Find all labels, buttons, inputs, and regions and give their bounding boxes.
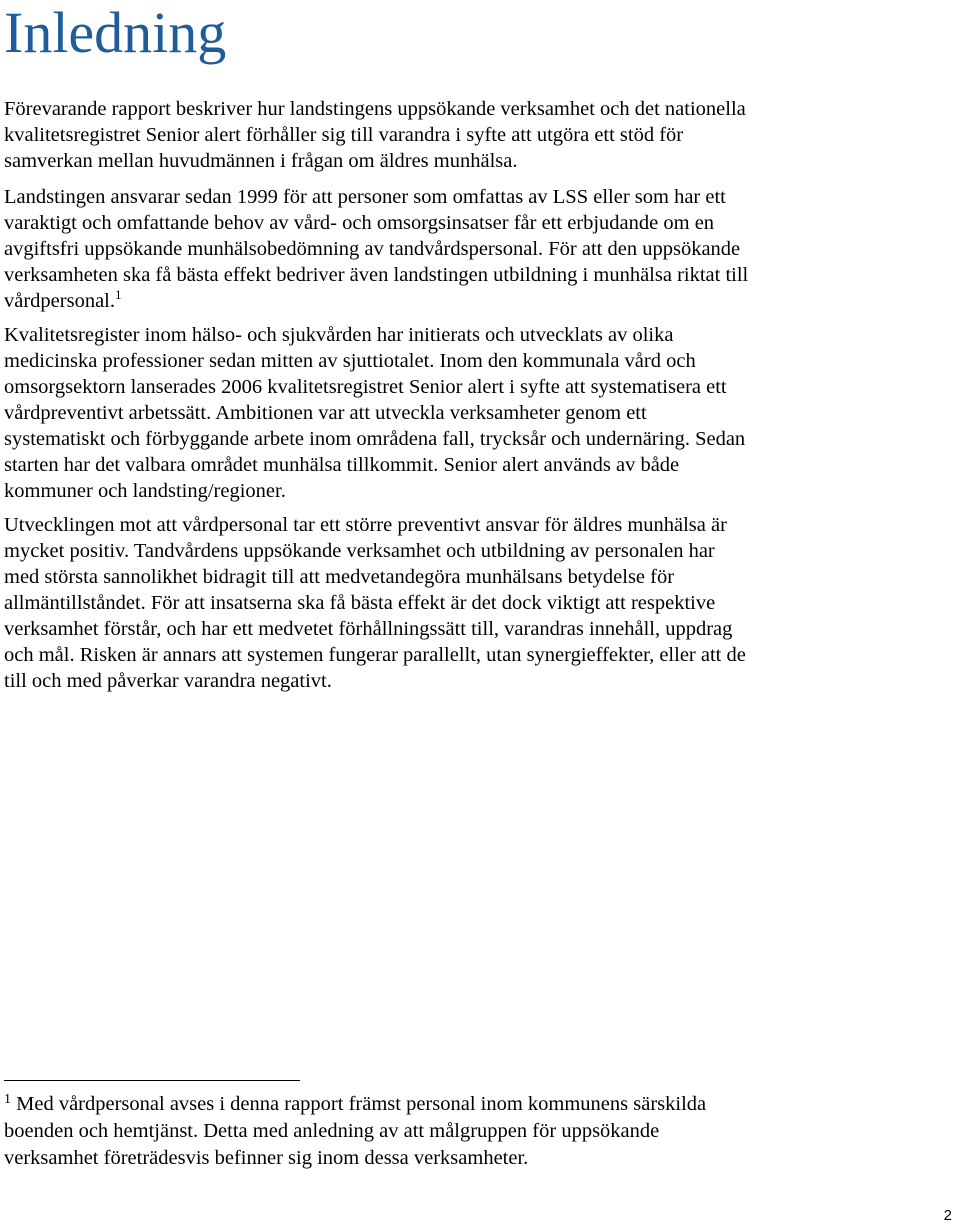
- body-text: [4, 96, 749, 702]
- paragraph-intro: Förevarande rapport beskriver hur landstingens uppsökande verksamhet och det nationella kvalitetsregistret Senior alert förhåller sig till varandra i syfte att utgöra ett stöd för samverkan mellan huvudmännen i frågan om äldres munhälsa.: [4, 98, 746, 172]
- paragraph-kvalitetsregister: Kvalitetsregister inom hälso- och sjukvården har initierats och utvecklats av olika medicinska professioner sedan mitten av sjuttiotalet. Inom den kommunala vård och omsorgsektorn lanserades 2006 kvalitetsregistret Senior alert i syfte att systematisera ett vårdpreventivt arbetssätt. Ambitionen var att utveckla verksamheter genom ett systematiskt och förbyggande arbete inom områdena fall, trycksår och undernäring. Sedan starten har det valbara området munhälsa tillkommit. Senior alert används av både kommuner och landsting/regioner.: [4, 324, 746, 502]
- paragraph-utvecklingen: Utvecklingen mot att vårdpersonal tar ett större preventivt ansvar för äldres munhälsa är mycket positiv. Tandvårdens uppsökande verksamhet och utbildning av personalen har med största sannolikhet bidragit till att medvetandegöra munhälsans betydelse för allmäntillståndet. För att insatserna ska få bästa effekt är det dock viktigt att respektive verksamhet förstår, och har ett medvetet förhållningssätt till, varandras innehåll, uppdrag och mål. Risken är annars att systemen fungerar parallellt, utan synergieffekter, eller att de till och med påverkar varandra negativt.: [4, 514, 746, 692]
- footnote-reference[interactable]: 1: [115, 287, 122, 303]
- footnote-text: Med vårdpersonal avses i denna rapport främst personal inom kommunens särskilda boenden och hemtjänst. Detta med anledning av att målgruppen för uppsökande verksamhet företrädesvis befinner sig inom dessa verksamheter.: [4, 1093, 707, 1169]
- paragraph-landstingen-text: Landstingen ansvarar sedan 1999 för att personer som omfattas av LSS eller som har ett varaktigt och omfattande behov av vård- och omsorgsinsatser får ett erbjudande om en avgiftsfri uppsökande munhälsobedömning av tandvårdspersonal. För att den uppsökande verksamheten ska få bästa effekt bedriver även landstingen utbildning i munhälsa riktat till vårdpersonal.: [4, 186, 749, 312]
- page-title: Inledning: [4, 0, 227, 65]
- footnote-separator: [4, 1080, 300, 1081]
- footnote-mark: 1: [4, 1092, 11, 1107]
- page-number: 2: [943, 1207, 952, 1224]
- paragraph-landstingen: [4, 184, 749, 314]
- footnote: [4, 1091, 734, 1172]
